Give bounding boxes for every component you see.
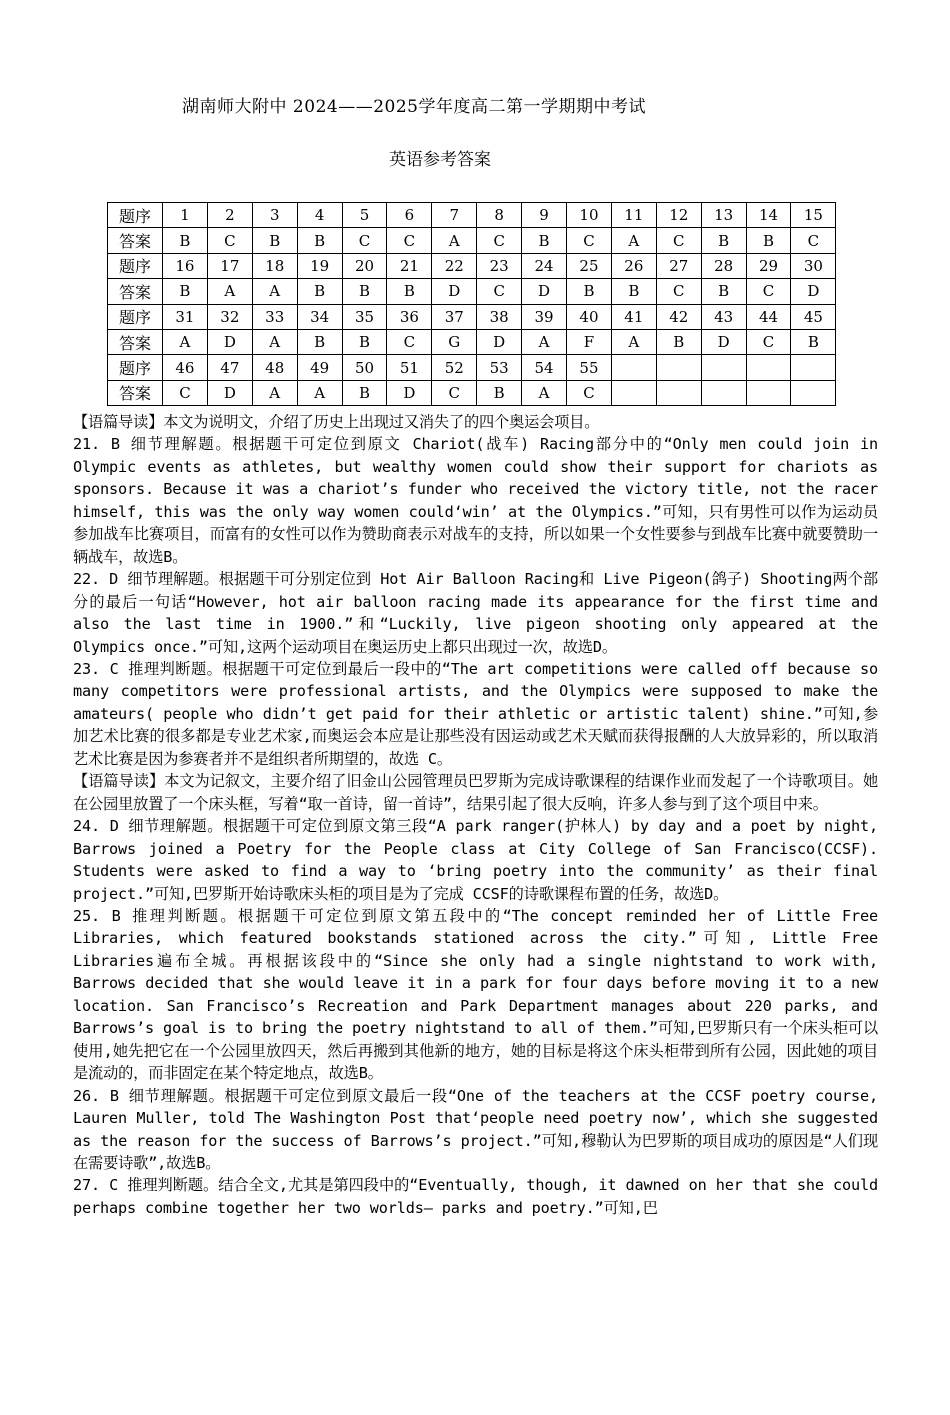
question-number-cell: 19 — [297, 253, 342, 278]
answer-cell: C — [656, 228, 701, 253]
answer-cell: D — [432, 279, 477, 304]
answer-cell — [611, 380, 656, 405]
answer-cell: A — [207, 279, 252, 304]
answer-cell: B — [297, 279, 342, 304]
question-number-cell: 49 — [297, 355, 342, 380]
page-title: 湖南师大附中 2024——2025学年度高二第一学期期中考试 — [182, 97, 646, 117]
answer-cell — [791, 380, 836, 405]
answer-cell: C — [791, 228, 836, 253]
question-number-cell: 38 — [477, 304, 522, 329]
question-number-cell: 6 — [387, 203, 432, 228]
answer-cell: B — [163, 279, 208, 304]
answer-label-cell: 答案 — [108, 380, 163, 405]
answer-label-cell: 答案 — [108, 279, 163, 304]
passage-intro-1: 【语篇导读】本文为说明文，介绍了历史上出现过又消失了的四个奥运会项目。 — [73, 413, 600, 431]
answer-cell — [746, 380, 791, 405]
explanation-25: 25. B 推理判断题。根据题干可定位到原文第五段中的“The concept reminded her of Little Free Libraries, which featured bookstands stationed across the city.”可知, Little Free Libraries遍布全城。再根据该段中的“Since she only had a single nightstand to work with, Barrows decided that she would leave it in a park for four days before moving it to a new location. San Francisco’s Recreation and Park Department manages about 220 parks, and Barrows’s goal is to bring the poetry nightstand to all of them.”可知,巴罗斯只有一个床头柜可以使用,她先把它在一个公园里放四天，然后再搬到其他新的地方，她的目标是将这个床头柜带到所有公园，因此她的项目是流动的，而非固定在某个特定地点，故选B。 — [73, 906, 878, 1083]
answer-row — [108, 228, 836, 253]
answer-cell: D — [207, 329, 252, 354]
question-label-cell: 题序 — [108, 355, 163, 380]
question-number-cell — [611, 355, 656, 380]
answer-cell: F — [567, 329, 612, 354]
answer-cell: C — [567, 380, 612, 405]
answer-cell: A — [297, 380, 342, 405]
explanation-23: 23. C 推理判断题。根据题干可定位到最后一段中的“The art competitions were called off because so many competitors were professional artists, and the Olympics were supposed to make the amateurs( people who didn’t get paid for their athletic or artistic talent) shine.”可知,参加艺术比赛的很多都是专业艺术家,而奥运会本应是让那些没有因运动或艺术天赋而获得报酬的人大放异彩的，所以取消艺术比赛是因为参赛者并不是组织者所期望的，故选 C。 — [73, 659, 878, 768]
answer-cell: B — [611, 279, 656, 304]
question-number-cell: 47 — [207, 355, 252, 380]
question-number-cell: 9 — [522, 203, 567, 228]
answer-cell: B — [387, 279, 432, 304]
question-number-cell: 21 — [387, 253, 432, 278]
question-number-cell: 4 — [297, 203, 342, 228]
answer-cell: D — [522, 279, 567, 304]
answer-cell: D — [477, 329, 522, 354]
answer-cell: B — [701, 279, 746, 304]
question-number-cell: 33 — [252, 304, 297, 329]
question-number-cell: 14 — [746, 203, 791, 228]
question-number-cell: 1 — [163, 203, 208, 228]
question-number-row — [108, 355, 836, 380]
answer-label-cell: 答案 — [108, 329, 163, 354]
answer-cell: C — [163, 380, 208, 405]
answer-cell: D — [791, 279, 836, 304]
answer-cell — [701, 380, 746, 405]
explanation-21: 21. B 细节理解题。根据题干可定位到原文 Chariot(战车) Racing部分中的“Only men could join in Olympic events as athletes, but wealthy women could show their support for chariots as sponsors. Because it was a chariot’s funder who received the victory title, not the racer himself, this was the only way women could‘win’ at the Olympics.”可知，只有男性可以作为运动员参加战车比赛项目，而富有的女性可以作为赞助商表示对战车的支持，所以如果一个女性要参与到战车比赛中就要赞助一辆战车，故选B。 — [73, 435, 878, 566]
question-number-cell — [791, 355, 836, 380]
question-number-cell: 53 — [477, 355, 522, 380]
question-number-cell: 31 — [163, 304, 208, 329]
question-number-cell: 50 — [342, 355, 387, 380]
question-number-cell: 26 — [611, 253, 656, 278]
explanation-content — [73, 411, 878, 1219]
question-number-cell: 41 — [611, 304, 656, 329]
answer-cell: B — [477, 380, 522, 405]
answer-cell: A — [432, 228, 477, 253]
answer-cell: B — [342, 329, 387, 354]
answer-cell: C — [342, 228, 387, 253]
explanation-22: 22. D 细节理解题。根据题干可分别定位到 Hot Air Balloon Racing和 Live Pigeon(鸽子) Shooting两个部分的最后一句话“However, hot air balloon racing made its appearance for the first time and also the last time in 1900.”和“Luckily, live pigeon shooting only appeared at the Olympics once.”可知,这两个运动项目在奥运历史上都只出现过一次，故选D。 — [73, 570, 878, 656]
question-number-cell: 48 — [252, 355, 297, 380]
answer-cell: A — [522, 329, 567, 354]
answer-cell: C — [567, 228, 612, 253]
answer-row — [108, 279, 836, 304]
answer-cell: B — [297, 329, 342, 354]
question-number-cell: 18 — [252, 253, 297, 278]
question-number-cell: 2 — [207, 203, 252, 228]
question-number-cell: 29 — [746, 253, 791, 278]
question-number-cell: 11 — [611, 203, 656, 228]
question-number-cell: 23 — [477, 253, 522, 278]
answer-cell: B — [656, 329, 701, 354]
answer-cell: B — [746, 228, 791, 253]
answer-cell: C — [477, 279, 522, 304]
answer-cell: A — [252, 380, 297, 405]
answer-cell: B — [567, 279, 612, 304]
page-subtitle: 英语参考答案 — [389, 150, 491, 170]
question-number-cell: 10 — [567, 203, 612, 228]
answer-cell: B — [252, 228, 297, 253]
question-number-cell: 17 — [207, 253, 252, 278]
question-number-cell: 5 — [342, 203, 387, 228]
question-number-cell: 24 — [522, 253, 567, 278]
answer-cell: C — [656, 279, 701, 304]
question-number-cell: 43 — [701, 304, 746, 329]
question-number-cell: 27 — [656, 253, 701, 278]
question-label-cell: 题序 — [108, 304, 163, 329]
answer-cell: C — [387, 228, 432, 253]
answer-cell: D — [207, 380, 252, 405]
question-number-cell: 32 — [207, 304, 252, 329]
question-label-cell: 题序 — [108, 203, 163, 228]
answer-cell — [656, 380, 701, 405]
answer-cell: B — [522, 228, 567, 253]
question-number-cell: 16 — [163, 253, 208, 278]
answer-cell: B — [163, 228, 208, 253]
question-number-cell — [656, 355, 701, 380]
answer-cell: C — [746, 329, 791, 354]
answer-cell: B — [342, 380, 387, 405]
question-number-cell: 3 — [252, 203, 297, 228]
answer-label-cell: 答案 — [108, 228, 163, 253]
answer-cell: C — [207, 228, 252, 253]
answer-cell: B — [342, 279, 387, 304]
question-number-row — [108, 253, 836, 278]
question-number-cell: 37 — [432, 304, 477, 329]
explanation-26: 26. B 细节理解题。根据题干可定位到原文最后一段“One of the teachers at the CCSF poetry course, Lauren Muller, told The Washington Post that‘people need poetry now’, which she suggested as the reason for the success of Barrows’s project.”可知,穆勒认为巴罗斯的项目成功的原因是“人们现在需要诗歌”,故选B。 — [73, 1086, 878, 1172]
question-number-cell: 20 — [342, 253, 387, 278]
answer-cell: C — [477, 228, 522, 253]
question-number-cell: 45 — [791, 304, 836, 329]
question-number-cell: 22 — [432, 253, 477, 278]
answer-cell: A — [163, 329, 208, 354]
answer-row — [108, 380, 836, 405]
answer-cell: B — [297, 228, 342, 253]
question-number-cell: 35 — [342, 304, 387, 329]
question-number-cell: 54 — [522, 355, 567, 380]
question-number-cell: 25 — [567, 253, 612, 278]
question-number-cell: 34 — [297, 304, 342, 329]
question-number-cell — [746, 355, 791, 380]
answer-cell: A — [252, 329, 297, 354]
question-number-cell: 39 — [522, 304, 567, 329]
answer-cell: A — [611, 329, 656, 354]
question-number-cell: 12 — [656, 203, 701, 228]
answer-cell: B — [701, 228, 746, 253]
answer-cell: B — [791, 329, 836, 354]
question-number-row — [108, 203, 836, 228]
question-number-cell: 13 — [701, 203, 746, 228]
question-number-row — [108, 304, 836, 329]
answer-cell: D — [701, 329, 746, 354]
question-number-cell: 42 — [656, 304, 701, 329]
answer-cell: D — [387, 380, 432, 405]
question-number-cell: 52 — [432, 355, 477, 380]
question-number-cell: 55 — [567, 355, 612, 380]
question-number-cell: 28 — [701, 253, 746, 278]
question-label-cell: 题序 — [108, 253, 163, 278]
answer-cell: A — [252, 279, 297, 304]
explanation-24: 24. D 细节理解题。根据题干可定位到原文第三段“A park ranger(护林人) by day and a poet by night, Barrows joined a Poetry for the People class at City College of San Francisco(CCSF). Students were asked to find a way to ‘bring poetry into the community’ as their final project.”可知,巴罗斯开始诗歌床头柜的项目是为了完成 CCSF的诗歌课程布置的任务，故选D。 — [73, 817, 878, 903]
question-number-cell: 36 — [387, 304, 432, 329]
explanation-27: 27. C 推理判断题。结合全文,尤其是第四段中的“Eventually, though, it dawned on her that she could perhaps combine together her two worlds— parks and poetry.”可知,巴 — [73, 1176, 878, 1217]
question-number-cell: 8 — [477, 203, 522, 228]
passage-intro-2: 【语篇导读】本文为记叙文，主要介绍了旧金山公园管理员巴罗斯为完成诗歌课程的结课作业而发起了一个诗歌项目。她在公园里放置了一个床头框，写着“取一首诗，留一首诗”，结果引起了很大反响，许多人参与到了这个项目中来。 — [73, 772, 878, 813]
answer-cell: C — [387, 329, 432, 354]
answer-cell: A — [522, 380, 567, 405]
answer-cell: C — [432, 380, 477, 405]
question-number-cell: 51 — [387, 355, 432, 380]
question-number-cell: 7 — [432, 203, 477, 228]
question-number-cell: 44 — [746, 304, 791, 329]
answer-cell: C — [746, 279, 791, 304]
question-number-cell — [701, 355, 746, 380]
answer-table — [107, 202, 836, 406]
answer-row — [108, 329, 836, 354]
question-number-cell: 46 — [163, 355, 208, 380]
question-number-cell: 30 — [791, 253, 836, 278]
answer-cell: G — [432, 329, 477, 354]
question-number-cell: 40 — [567, 304, 612, 329]
question-number-cell: 15 — [791, 203, 836, 228]
answer-cell: A — [611, 228, 656, 253]
